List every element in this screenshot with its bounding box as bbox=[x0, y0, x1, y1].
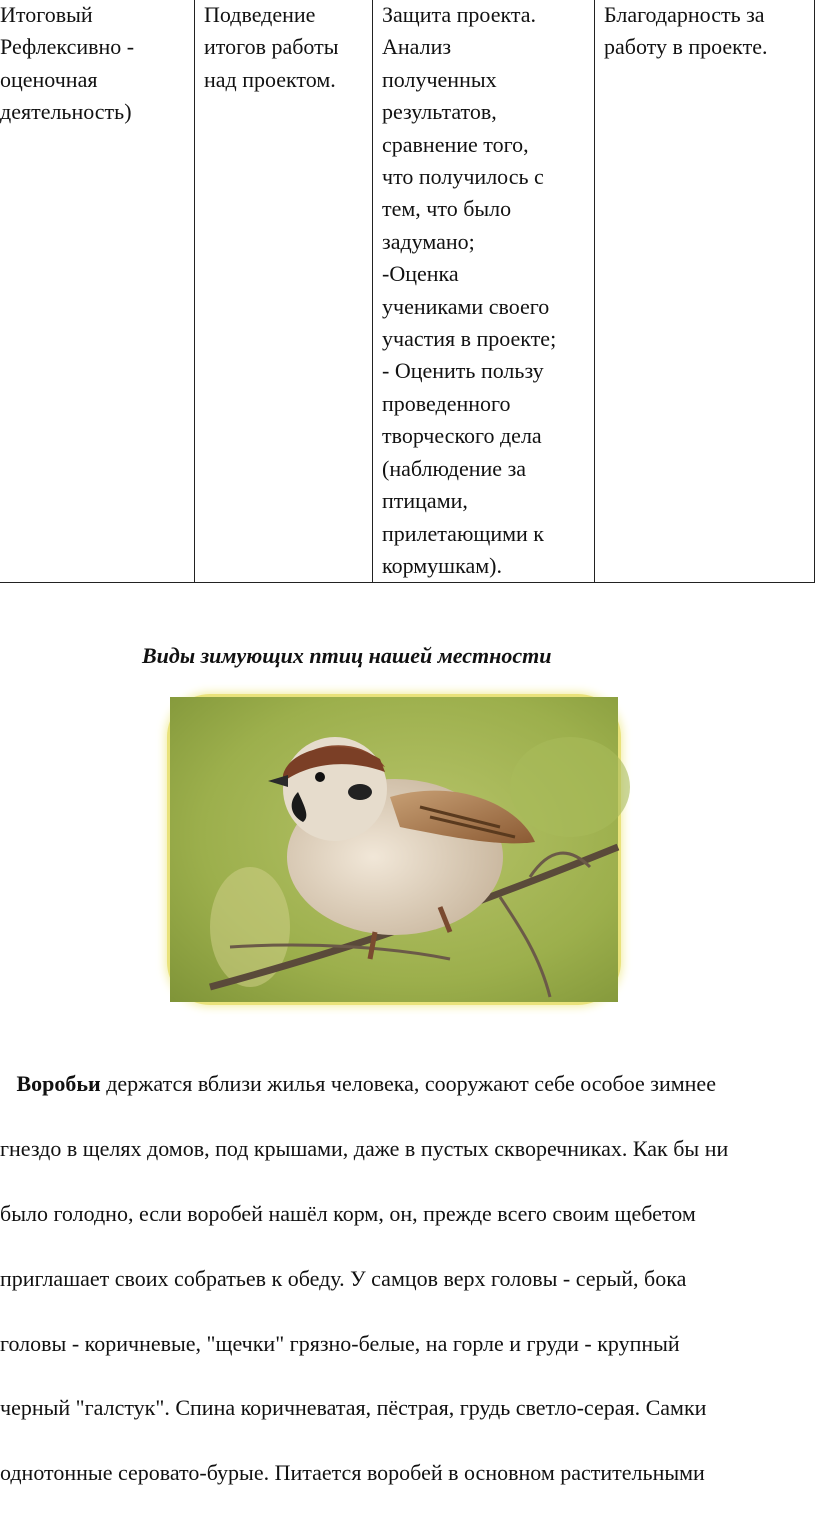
paragraph-line: было голодно, если воробей нашёл корм, он, прежде всего своим щебетом bbox=[0, 1201, 696, 1227]
section-caption: Виды зимующих птиц нашей местности bbox=[142, 643, 552, 668]
bird-name: Воробьи bbox=[16, 1071, 101, 1097]
sparrow-paragraph bbox=[0, 1036, 816, 1522]
table-cell-stage: Итоговый Рефлексивно - оценочная деятельность) bbox=[0, 2, 135, 125]
table-cell-activity: Защита проекта. Анализ полученных результатов, сравнение того, что получилось с тем, что было задумано; -Оценка учениками своего участия в проекте; - Оценить пользу проведенного творческого дела (наблюдение за птицами, прилетающими к кормушкам). bbox=[372, 0, 594, 582]
project-stage-table bbox=[0, 0, 815, 583]
paragraph-line: приглашает своих собратьев к обеду. У самцов верх головы - серый, бока bbox=[0, 1265, 687, 1291]
table-cell-goal: Подведение итогов работы над проектом. bbox=[194, 0, 372, 582]
paragraph-line: Воробьи держатся вблизи жилья человека, сооружают себе особое зимнее bbox=[16, 1071, 716, 1097]
paragraph-line: головы - коричневые, "щечки" грязно-белые, на горле и груди - крупный bbox=[0, 1330, 680, 1356]
table-cell-result: Благодарность за работу в проекте. bbox=[594, 0, 815, 582]
paragraph-line: гнездо в щелях домов, под крышами, даже в пустых скворечниках. Как бы ни bbox=[0, 1136, 729, 1162]
sparrow-photo bbox=[170, 697, 618, 1002]
paragraph-line: однотонные серовато-бурые. Питается воробей в основном растительными bbox=[0, 1460, 705, 1486]
paragraph-line: черный "галстук". Спина коричневатая, пёстрая, грудь светло-серая. Самки bbox=[0, 1395, 707, 1421]
